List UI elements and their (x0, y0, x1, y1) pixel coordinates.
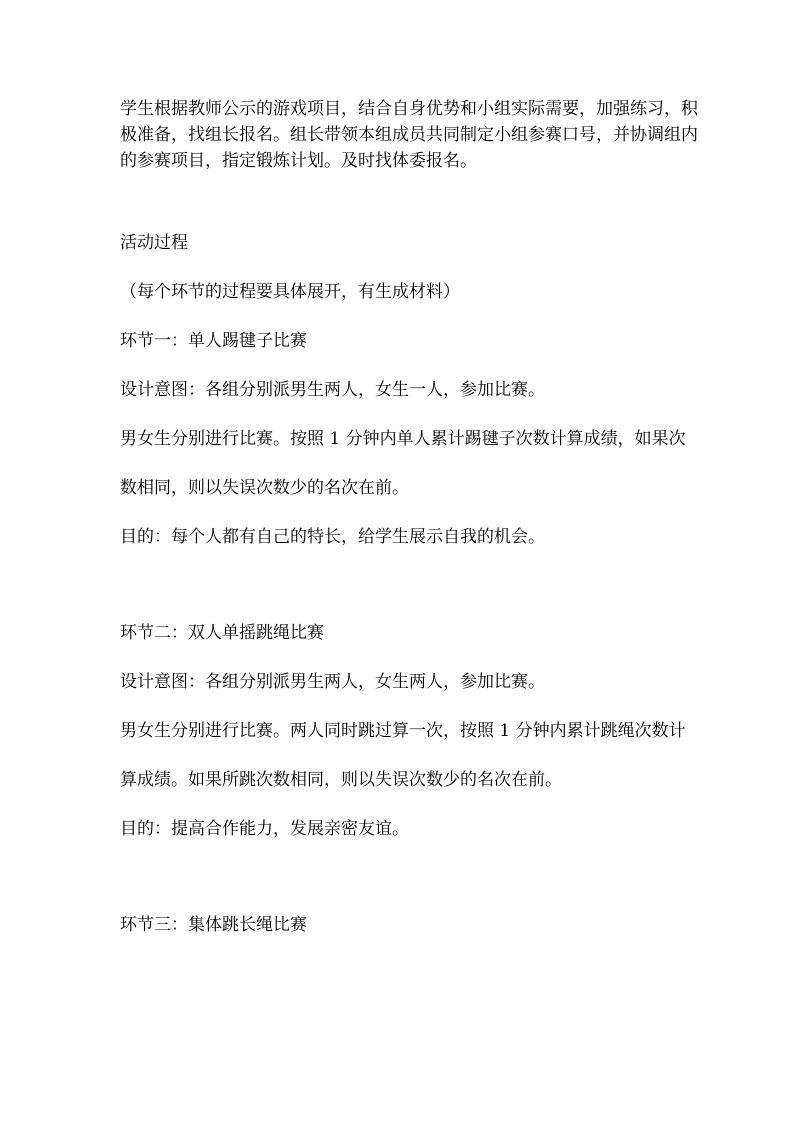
blank-line (120, 573, 700, 620)
segment2-rule-a: 男女生分别进行比赛。两人同时跳过算一次，按照 1 分钟内累计跳绳次数计 (120, 721, 686, 741)
segment2-goal: 目的：提高合作能力，发展亲密友谊。 (120, 819, 409, 839)
segment2-design: 设计意图：各组分别派男生两人，女生两人，参加比赛。 (120, 672, 545, 692)
intro-paragraph: 学生根据教师公示的游戏项目，结合自身优势和小组实际需要，加强练习，积极准备，找组长报名。组长带领本组成员共同制定小组参赛口号，并协调组内的参赛项目，指定锻炼计划。及时找体委报名。 (120, 99, 698, 171)
segment1-design: 设计意图：各组分别派男生两人，女生一人，参加比赛。 (120, 380, 545, 400)
segment3-title: 环节三：集体跳长绳比赛 (120, 915, 307, 935)
segment1-title: 环节一：单人踢毽子比赛 (120, 331, 307, 351)
segment2-title: 环节二：双人单摇跳绳比赛 (120, 623, 324, 643)
segment1-rule-a: 男女生分别进行比赛。按照 1 分钟内单人累计踢毽子次数计算成绩，如果次 (120, 429, 686, 449)
segment1-rule-b: 数相同，则以失误次数少的名次在前。 (120, 478, 409, 498)
section-note: （每个环节的过程要具体展开，有生成材料） (120, 282, 460, 302)
segment2-rule-b: 算成绩。如果所跳次数相同，则以失误次数少的名次在前。 (120, 770, 562, 790)
segment1-goal: 目的：每个人都有自己的特长，给学生展示自我的机会。 (120, 527, 545, 547)
blank-line (120, 865, 700, 912)
document-page (120, 96, 700, 961)
section-title: 活动过程 (120, 233, 188, 253)
